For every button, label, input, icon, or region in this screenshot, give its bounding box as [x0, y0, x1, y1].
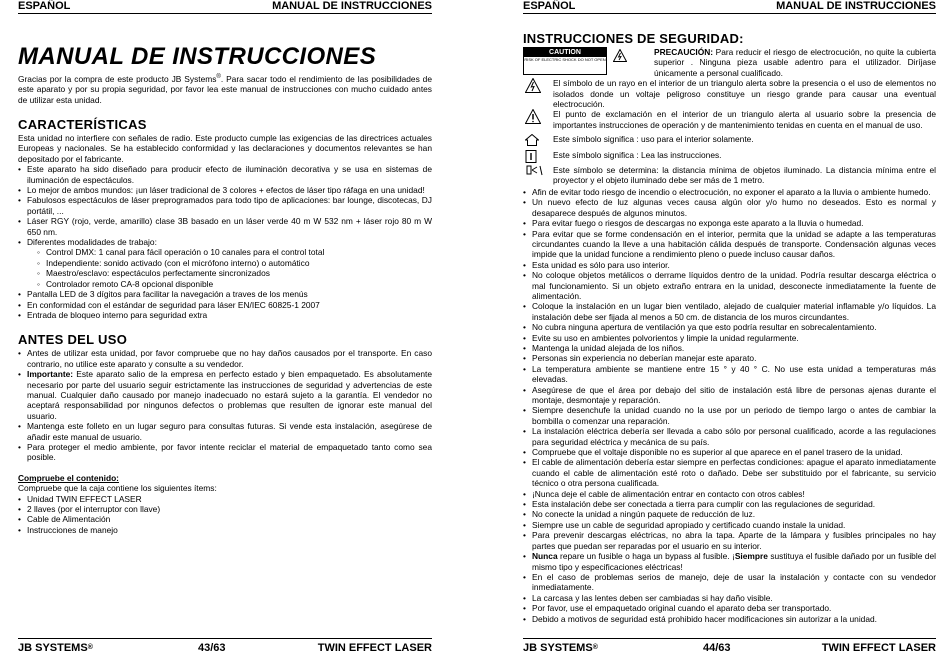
footer-product: TWIN EFFECT LASER: [317, 642, 432, 654]
list-item: • Para prevenir descargas eléctricas, no abra la tapa. Aparte de la lámpara y fusibles principales no hay partes que puedan ser reparadas por el usuario en su interior.: [523, 530, 936, 551]
left-page: [18, 0, 432, 654]
list-item: • La temperatura ambiente se mantiene entre 15 ° y 40 ° C. No use esta unidad a temperaturas más elevadas.: [523, 364, 936, 385]
safety-heading: INSTRUCCIONES DE SEGURIDAD:: [523, 31, 744, 46]
list-item: • 2 llaves (por el interruptor con llave): [18, 504, 432, 514]
list-item: • Afin de evitar todo riesgo de incendio o electrocución, no exponer el aparato a la lluvia o ambiente humedo.: [523, 187, 936, 197]
list-item: • Asegúrese de que el área por debajo del sitio de instalación está libre de personas ajenas durante el montaje, desmontaje y reparación.: [523, 385, 936, 406]
caution-small-print: RISK OF ELECTRIC SHOCK DO NOT OPEN: [524, 57, 606, 62]
list-item: • Esta unidad es sólo para uso interior.: [523, 260, 936, 270]
header-title: MANUAL DE INSTRUCCIONES: [272, 0, 432, 12]
symbol-distance: Este símbolo se determina: la distancia mínima de objetos iluminado. La distancia mínima entre el proyector y el objeto iluminado debe ser más de 1 metro.: [523, 165, 936, 186]
right-content: [523, 31, 936, 624]
page-number: 43/63: [198, 642, 226, 654]
list-item: • Siempre use un cable de seguridad apropiado y certificado cuando instale la unidad.: [523, 520, 936, 530]
list-item: • En el caso de problemas serios de manejo, deje de usar la instalación y contacte con su vendedor inmediatamente.: [523, 572, 936, 593]
symbol-lightning: El símbolo de un rayo en el interior de un triangulo alerta sobre la presencia o el uso de elementos no isolados donde un voltaje peligroso constituye un riesgo grande para causar una eventual electrocución.: [523, 78, 936, 109]
list-item: • No cubra ninguna apertura de ventilación ya que esto podría resultar en sobrecalentamiento.: [523, 322, 936, 332]
contents-list: [18, 494, 432, 536]
list-item: • Este aparato ha sido diseñado para producir efecto de iluminación decorativa y se usa en sistemas de iluminación de espectáculos.: [18, 164, 432, 185]
features-list: [18, 164, 432, 320]
list-item: ◦ Independiente: sonido activado (con el micrófono interno) o automático: [18, 258, 432, 268]
safety-rules-list: [523, 187, 936, 624]
list-item: • Instrucciones de manejo: [18, 525, 432, 535]
list-item: • Fabulosos espectáculos de láser preprogramados para todo tipo de aplicaciones: bar lounge, discotecas, DJ portátil, ...: [18, 195, 432, 216]
before-use-heading: ANTES DEL USO: [18, 332, 128, 348]
list-item: • Un nuevo efecto de luz algunas veces causa algún olor y/o humo no deseados. Esto es normal y desaparece después de algunos minutos.: [523, 197, 936, 218]
page-footer: [18, 638, 432, 654]
list-item: • ¡Nunca deje el cable de alimentación entrar en contacto con otros cables!: [523, 489, 936, 499]
list-item: • Mantenga este folleto en un lugar seguro para consultas futuras. Si vende esta instalación, asegúrese de añadir este manual de usuario.: [18, 421, 432, 442]
list-item: • Diferentes modalidades de trabajo:: [18, 237, 432, 247]
list-item: • Compruebe que el voltaje disponible no es superior al que aparece en el panel trasero de la unidad.: [523, 447, 936, 457]
list-item: • Pantalla LED de 3 dígitos para facilitar la navegación a traves de los menús: [18, 289, 432, 299]
features-intro: Esta unidad no interfiere con señales de radio. Este producto cumple las exigencias de las directrices actuales Europeas y nacionales. Se ha establecido conformidad y las declaraciones y documentos relevantes se han depositado por el fabricante.: [18, 133, 432, 164]
list-item: • Personas sin experiencia no deberían manejar este aparato.: [523, 353, 936, 363]
list-item: • Debido a motivos de seguridad está prohibido hacer modificaciones sin autorizar a la unidad.: [523, 614, 936, 624]
list-item: • Por favor, use el empaquetado original cuando el aparato deba ser transportado.: [523, 603, 936, 613]
main-title: MANUAL DE INSTRUCCIONES: [18, 43, 377, 70]
left-content: [18, 44, 432, 535]
list-item: • Importante: Este aparato salio de la empresa en perfecto estado y bien empaquetado. Es absolutamente necesario por parte del usuario seguir estrictamente las instrucciones de seguridad y advertencias de este manual. Cualquier daño causado por manejo inadecuado no estará sujeto a la garantía. El vendedor no aceptará responsabilidad por ningunos defectos o problemas que resulten de ignorar este manual del usuario.: [18, 369, 432, 421]
list-item: ◦ Controlador remoto CA-8 opcional disponible: [18, 279, 432, 289]
list-item: • Láser RGY (rojo, verde, amarillo) clase 3B basado en un láser verde 40 m W 532 nm + láser rojo 80 m W 650 nm.: [18, 216, 432, 237]
footer-brand: JB SYSTEMS®: [18, 642, 93, 654]
house-icon: [525, 134, 539, 146]
list-item: • No coloque objetos metálicos o derrame líquidos dentro de la unidad. Podría resultar descarga eléctrica o mal funcionamiento. Si un objeto extraño entrara en la unidad, desconecte inmediatamente la fuente de alimentación.: [523, 270, 936, 301]
list-item: • Evite su uso en ambientes polvorientos y limpie la unidad regularmente.: [523, 333, 936, 343]
right-page: [523, 0, 936, 654]
list-item: • Mantenga la unidad alejada de los niños.: [523, 343, 936, 353]
list-item: • Esta instalación debe ser conectada a tierra para cumplir con las regulaciones de seguridad.: [523, 499, 936, 509]
list-item: • El cable de alimentación debería estar siempre en perfectas condiciones: apague el aparato inmediatamente cuando el cable de alimentación esté roto o dañado. Debe ser substituido por el fabricante, su servicio técnico o otra persona cualificada.: [523, 457, 936, 488]
precaution-text: PRECAUCIÓN: Para reducir el riesgo de electrocución, no quite la cubierta superior . Ninguna pieza usable adentro para el utilizador. Diríjase únicamente a personal cualificado.: [654, 47, 936, 78]
lightning-triangle-icon: [613, 49, 627, 62]
contents-intro: Compruebe que la caja contiene los siguientes ítems:: [18, 483, 217, 494]
header-language: ESPAÑOL: [523, 0, 576, 12]
projector-distance-icon: [525, 165, 545, 176]
before-use-list: [18, 348, 432, 462]
list-item: ◦ Maestro/esclavo: espectáculos perfectamente sincronizados: [18, 268, 432, 278]
list-item: • Antes de utilizar esta unidad, por favor compruebe que no hay daños causados por el transporte. En caso contrario, no utilice este aparato y consulte a su vendedor.: [18, 348, 432, 369]
list-item: • La carcasa y las lentes deben ser cambiadas si hay daño visible.: [523, 593, 936, 603]
features-heading: CARACTERÍSTICAS: [18, 117, 147, 133]
list-item: • Siempre desenchufe la unidad cuando no la use por un periodo de tiempo largo o antes de cambiar la bombilla o comenzar una reparación.: [523, 405, 936, 426]
header-language: ESPAÑOL: [18, 0, 71, 12]
book-icon: [525, 150, 537, 163]
caution-label: [523, 47, 607, 75]
symbol-read: Este símbolo significa : Lea las instrucciones.: [523, 150, 936, 160]
page-number: 44/63: [703, 642, 731, 654]
footer-product: TWIN EFFECT LASER: [821, 642, 936, 654]
list-item: • Lo mejor de ambos mundos: ¡un láser tradicional de 3 colores + efectos de láser tipo ráfaga en una unidad!: [18, 185, 432, 195]
list-item: • Unidad TWIN EFFECT LASER: [18, 494, 432, 504]
list-item: • Entrada de bloqueo interno para seguridad extra: [18, 310, 432, 320]
page-footer: [523, 638, 936, 654]
list-item: ◦ Control DMX: 1 canal para fácil operación o 10 canales para el control total: [18, 247, 432, 257]
header-title: MANUAL DE INSTRUCCIONES: [776, 0, 936, 12]
list-item: • Coloque la instalación en un lugar bien ventilado, alejado de cualquier material inflamable y/o líquidos. La instalación debe ser fijada al menos a 50 cm. de distancia de los muros circundantes.: [523, 301, 936, 322]
intro-paragraph: Gracias por la compra de este producto JB Systems®. Para sacar todo el rendimiento de las posibilidades de este aparato y por su propia seguridad, por favor lea este manual de instrucciones con mucho cuidado antes de utilizar esta unidad.: [18, 73, 432, 105]
list-item: • La instalación eléctrica debería ser llevada a cabo sólo por personal cualificado, acorde a las regulaciones para seguridad eléctrica y mecánica de su país.: [523, 426, 936, 447]
page-header: [523, 0, 936, 14]
list-item: • Cable de Alimentación: [18, 514, 432, 524]
lightning-triangle-icon: [525, 78, 541, 93]
contents-heading: Compruebe el contenido:: [18, 472, 119, 483]
list-item: • En conformidad con el estándar de seguridad para láser EN/IEC 60825-1 2007: [18, 300, 432, 310]
footer-brand: JB SYSTEMS®: [523, 642, 598, 654]
list-item: • Nunca repare un fusible o haga un bypass al fusible. ¡Siempre sustituya el fusible dañado por un fusible del mismo tipo y especificaciones eléctricas!: [523, 551, 936, 572]
list-item: • No conecte la unidad a ningún paquete de reducción de luz.: [523, 509, 936, 519]
exclamation-triangle-icon: [525, 109, 541, 124]
symbol-indoor: Este símbolo significa : uso para el interior solamente.: [523, 134, 936, 144]
list-item: • Para evitar fuego o riesgos de descargas no exponga este aparato a la lluvia o humedad.: [523, 218, 936, 228]
page-header: [18, 0, 432, 14]
caution-title: CAUTION: [524, 48, 606, 57]
precaution-block: [523, 47, 936, 78]
list-item: • Para evitar que se forme condensación en el interior, permita que la unidad se adapte a las temperaturas circundantes cuando la lleve a una habitación cálida después de transporte. Condensación algunas veces impide que la unidad funcione a rendimiento pleno o puede incluso causar daños.: [523, 229, 936, 260]
list-item: • Para proteger el medio ambiente, por favor intente reciclar el material de empaquetado tanto como sea posible.: [18, 442, 432, 463]
symbol-exclamation: El punto de exclamación en el interior de un triangulo alerta al usuario sobre la presencia de importantes instrucciones de operación y de mantenimiento tenidas en cuenta en el manual de uso.: [523, 109, 936, 130]
